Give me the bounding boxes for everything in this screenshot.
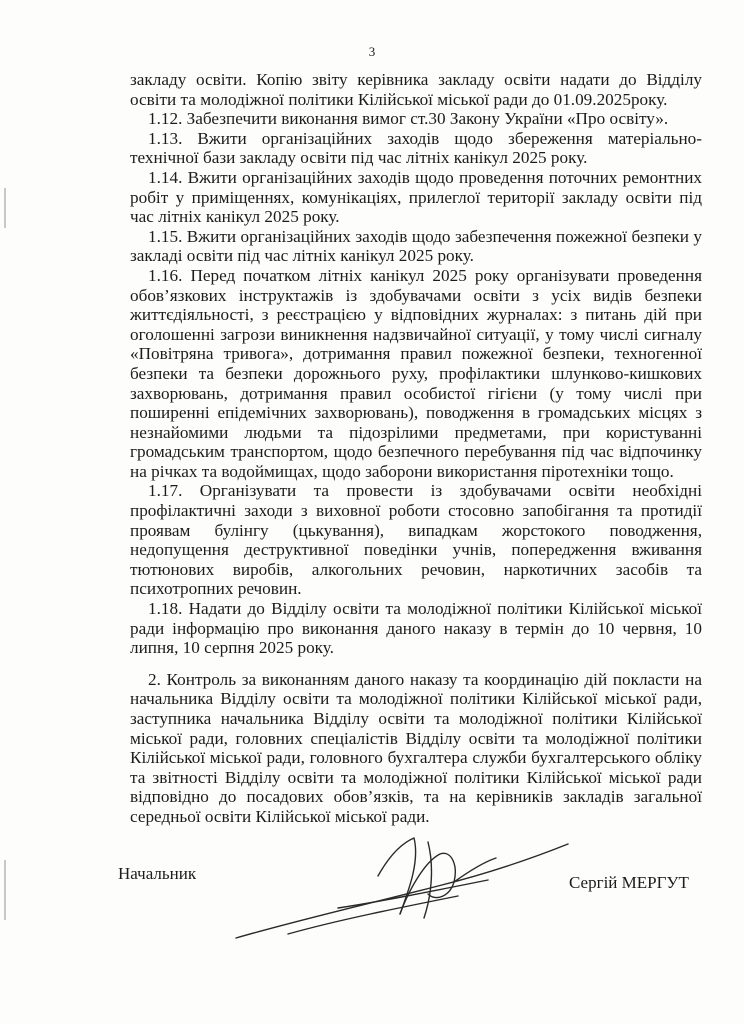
paragraph-1-13: 1.13. Вжити організаційних заходів щодо збереження матеріально-технічної бази закладу освіти під час літніх канікул 2025 року. xyxy=(130,128,702,168)
signatory-name: Сергій МЕРГУТ xyxy=(569,873,689,892)
paragraph-1-14: 1.14. Вжити організаційних заходів щодо проведення поточних ремонтних робіт у приміщеннях, комунікаціях, прилеглої території закладу освіти під час літніх канікул 2025 року. xyxy=(130,167,702,227)
handwritten-signature xyxy=(228,822,588,952)
page-number: 3 xyxy=(368,44,376,59)
paragraph-1-15: 1.15. Вжити організаційних заходів щодо забезпечення пожежної безпеки у закладі освіти під час літніх канікул 2025 року. xyxy=(130,226,702,266)
signatory-position: Начальник xyxy=(118,864,197,883)
paragraph-1-17: 1.17. Організувати та провести із здобувачами освіти необхідні профілактичні заходи з виховної роботи стосовно запобігання та протидії проявам булінгу (цькування), випадкам жорстокого поводження, недопущення деструктивної поведінки учнів, попередження вживання тютюнових виробів, алкогольних речовин, наркотичних засобів та психотропних речовин. xyxy=(130,481,702,599)
scan-edge-mark xyxy=(4,188,6,228)
document-body xyxy=(130,70,702,827)
paragraph-continuation: закладу освіти. Копію звіту керівника закладу освіти надати до Відділу освіти та молодіжної політики Кілійської міської ради до 01.09.2025року. xyxy=(130,70,702,109)
scan-edge-mark xyxy=(4,860,6,920)
paragraph-1-12: 1.12. Забезпечити виконання вимог ст.30 Закону України «Про освіту». xyxy=(148,109,669,129)
paragraph-2-control: 2. Контроль за виконанням даного наказу та координацію дій покласти на начальника Відділу освіти та молодіжної політики Кілійської міської ради, заступника начальника Відділу освіти та молодіжної політики Кілійської міської ради, головних спеціалістів Відділу освіти та молодіжної політики Кілійської міської ради, головного бухгалтера служби бухгалтерського обліку та звітності Відділу освіти та молодіжної політики Кілійської міської ради відповідно до посадових обов’язків, та на керівників закладів загальної середньої освіти Кілійської міської ради. xyxy=(130,669,702,826)
paragraph-1-16: 1.16. Перед початком літніх канікул 2025 року організувати проведення обов’язкових інструктажів із здобувачами освіти з усіх видів безпеки життєдіяльності, з реєстрацією у відповідних журналах: з питань дій при оголошенні загрози виникнення надзвичайної ситуації, у тому числі сигналу «Повітряна тривога», дотримання правил пожежної безпеки, техногенної безпеки та безпеки дорожнього руху, профілактики шлунково-кишкових захворювань, дотримання правил особистої гігієни (у тому числі при поширенні епідемічних захворювань), поводження в громадських місцях з незнайомими людьми та підозрілими предметами, при користуванні громадським транспортом, щодо безпечного перебування під час відпочинку на річках та водоймищах, щодо заборони використання піротехніки тощо. xyxy=(130,265,702,481)
paragraph-1-18: 1.18. Надати до Відділу освіти та молодіжної політики Кілійської міської ради інформацію про виконання даного наказу в термін до 10 червня, 10 липня, 10 серпня 2025 року. xyxy=(130,599,702,658)
